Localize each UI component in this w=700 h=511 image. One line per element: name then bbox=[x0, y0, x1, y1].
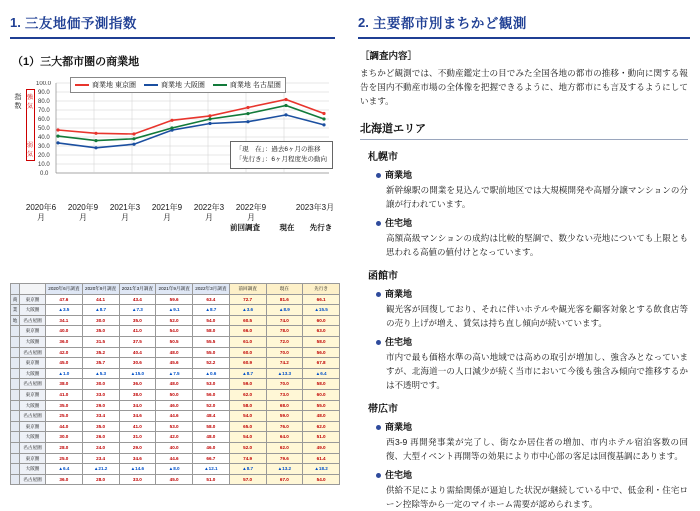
table-row-side-label bbox=[11, 411, 20, 422]
table-cell: 38.0 bbox=[119, 389, 156, 400]
table-cell: 48.0 bbox=[193, 432, 230, 443]
table-cell: 67.0 bbox=[266, 474, 303, 485]
arrow-bottom-label: 弱気 bbox=[27, 143, 34, 158]
table-cell: 58.0 bbox=[193, 421, 230, 432]
bullet-dot-icon bbox=[376, 425, 381, 430]
chart-x-axis-labels bbox=[10, 203, 335, 233]
table-cell: 72.0 bbox=[266, 336, 303, 347]
topic-text: 新幹線駅の開業を見込んで駅前地区では大規模開発や高層分譲マンションの分譲が行われています。 bbox=[386, 185, 688, 209]
table-cell: 62.0 bbox=[266, 442, 303, 453]
table-row-side-label: 地 bbox=[11, 315, 20, 326]
table-cell: 60.5 bbox=[229, 315, 266, 326]
chart-note bbox=[230, 141, 333, 169]
table-row-side-label bbox=[11, 358, 20, 369]
col-group-header-now: 現在 bbox=[266, 284, 303, 295]
table-row-city: 大阪圏 bbox=[20, 464, 46, 475]
table-cell: 58.0 bbox=[303, 336, 340, 347]
table-cell: 33.4 bbox=[82, 411, 119, 422]
svg-text:40.0: 40.0 bbox=[38, 135, 50, 141]
table-cell: 44.0 bbox=[46, 421, 83, 432]
x-tick-label: 2020年9 月 bbox=[67, 203, 99, 222]
table-row-side-label bbox=[11, 389, 20, 400]
table-row bbox=[11, 421, 340, 432]
table-cell: 68.0 bbox=[266, 400, 303, 411]
table-cell: 50.0 bbox=[156, 389, 193, 400]
table-cell: 35.0 bbox=[119, 315, 156, 326]
table-cell: 37.5 bbox=[119, 336, 156, 347]
city-heading: 函館市 bbox=[368, 271, 398, 282]
table-cell: ▲9.1 bbox=[156, 305, 193, 316]
col-group-header: 2021年3月調査 bbox=[119, 284, 156, 295]
table-cell: ▲14.6 bbox=[119, 464, 156, 475]
table-cell: ▲18.2 bbox=[303, 464, 340, 475]
chart-note-line2: 「先行き」：6ヶ月程度先の動向 bbox=[235, 156, 327, 163]
table-cell: 44.1 bbox=[82, 294, 119, 305]
table-row-city: 東京圏 bbox=[20, 421, 46, 432]
table-cell: 79.6 bbox=[266, 453, 303, 464]
col-group-header: 2020年6月調査 bbox=[46, 284, 83, 295]
col-group-header-forecast: 先行き bbox=[303, 284, 340, 295]
table-cell: 28.0 bbox=[82, 474, 119, 485]
table-cell: 64.0 bbox=[266, 432, 303, 443]
table-cell: 56.0 bbox=[303, 347, 340, 358]
topic-label: 商業地 bbox=[385, 170, 413, 180]
table-cell: 25.0 bbox=[46, 411, 83, 422]
table-cell: 40.4 bbox=[119, 347, 156, 358]
city-heading: 札幌市 bbox=[368, 152, 398, 163]
table-cell: 74.9 bbox=[229, 453, 266, 464]
right-section-number: 2. bbox=[358, 14, 369, 30]
table-cell: 54.0 bbox=[303, 474, 340, 485]
table-cell: 33.0 bbox=[82, 389, 119, 400]
bullet-dot-icon bbox=[376, 473, 381, 478]
table-cell: 59.0 bbox=[266, 411, 303, 422]
table-row-city: 大阪圏 bbox=[20, 305, 46, 316]
table-cell: ▲8.7 bbox=[229, 368, 266, 379]
bullet-dot-icon bbox=[376, 173, 381, 178]
table-cell: ▲7.5 bbox=[156, 368, 193, 379]
table-row bbox=[11, 315, 340, 326]
table-cell: 61.0 bbox=[229, 336, 266, 347]
table-row bbox=[11, 453, 340, 464]
right-section-title: 主要都市別まちかど観測 bbox=[372, 16, 527, 31]
table-row-city: 大阪圏 bbox=[20, 368, 46, 379]
table-cell: ▲3.6 bbox=[229, 305, 266, 316]
table-cell: 30.0 bbox=[82, 315, 119, 326]
svg-text:100.0: 100.0 bbox=[36, 81, 52, 87]
x-col-tag: 前回調査 bbox=[230, 223, 260, 232]
table-row-side-label bbox=[11, 474, 20, 485]
table-row-side-label bbox=[11, 379, 20, 390]
table-cell: ▲3.5 bbox=[46, 305, 83, 316]
table-cell: 30.0 bbox=[46, 432, 83, 443]
x-col-tag: 先行き bbox=[309, 223, 333, 232]
legend-item bbox=[75, 80, 136, 90]
table-cell: 36.0 bbox=[46, 474, 83, 485]
bullet-dot-icon bbox=[376, 292, 381, 297]
right-section-heading bbox=[358, 12, 690, 39]
table-cell: 45.6 bbox=[156, 358, 193, 369]
table-cell: 40.0 bbox=[156, 442, 193, 453]
table-row-city: 名古屋圏 bbox=[20, 474, 46, 485]
table-cell: 63.4 bbox=[193, 294, 230, 305]
table-cell: 33.0 bbox=[119, 474, 156, 485]
table-cell: 53.0 bbox=[156, 421, 193, 432]
table-row-city: 名古屋圏 bbox=[20, 379, 46, 390]
table-row-city: 大阪圏 bbox=[20, 336, 46, 347]
survey-description bbox=[360, 49, 688, 108]
table-cell: 55.0 bbox=[303, 400, 340, 411]
table-cell: 52.0 bbox=[193, 400, 230, 411]
table-cell: 66.0 bbox=[229, 326, 266, 337]
table-cell: 30.0 bbox=[82, 379, 119, 390]
table-row bbox=[11, 294, 340, 305]
city-list bbox=[348, 148, 700, 511]
topic-bullet bbox=[376, 168, 688, 181]
svg-text:0.0: 0.0 bbox=[40, 171, 49, 177]
table-cell: 40.0 bbox=[46, 326, 83, 337]
table-body bbox=[11, 294, 340, 485]
col-group-header: 2020年9月調査 bbox=[82, 284, 119, 295]
svg-text:50.0: 50.0 bbox=[38, 126, 50, 132]
table-row-side-label bbox=[11, 421, 20, 432]
table-cell: 54.0 bbox=[193, 315, 230, 326]
table-cell: 35.2 bbox=[82, 347, 119, 358]
table-cell: 48.0 bbox=[156, 347, 193, 358]
table-cell: ▲12.1 bbox=[193, 464, 230, 475]
table-cell: 31.5 bbox=[82, 336, 119, 347]
table-cell: 49.0 bbox=[303, 442, 340, 453]
table-cell: 51.0 bbox=[193, 474, 230, 485]
table-cell: ▲8.7 bbox=[82, 305, 119, 316]
table-cell: 45.0 bbox=[46, 358, 83, 369]
table-cell: 54.0 bbox=[229, 432, 266, 443]
table-cell: 60.0 bbox=[303, 389, 340, 400]
table-row-city: 東京圏 bbox=[20, 294, 46, 305]
table-cell: 43.4 bbox=[119, 294, 156, 305]
table-cell: 53.0 bbox=[193, 379, 230, 390]
table-cell: 54.0 bbox=[156, 326, 193, 337]
data-table-wrapper bbox=[10, 283, 340, 485]
table-cell: 58.0 bbox=[193, 326, 230, 337]
table-cell: 60.0 bbox=[303, 315, 340, 326]
table-row-city: 名古屋圏 bbox=[20, 442, 46, 453]
table-cell: 76.0 bbox=[266, 421, 303, 432]
table-row-city: 大阪圏 bbox=[20, 432, 46, 443]
table-cell: 54.0 bbox=[229, 411, 266, 422]
table-cell: 55.5 bbox=[193, 336, 230, 347]
table-cell: ▲13.3 bbox=[266, 368, 303, 379]
table-cell: ▲6.4 bbox=[303, 368, 340, 379]
table-cell: 24.0 bbox=[82, 442, 119, 453]
svg-text:90.0: 90.0 bbox=[38, 90, 50, 96]
corner-cell bbox=[11, 284, 20, 295]
chart-legend bbox=[70, 77, 286, 93]
table-cell: 72.7 bbox=[229, 294, 266, 305]
topic-label: 住宅地 bbox=[385, 337, 413, 347]
table-cell: 58.0 bbox=[229, 400, 266, 411]
left-column bbox=[0, 0, 345, 482]
col-group-header-prev: 前回調査 bbox=[229, 284, 266, 295]
table-cell: 78.0 bbox=[266, 326, 303, 337]
legend-label: 商業地 東京圏 bbox=[92, 82, 136, 89]
table-row-side-label: 業 bbox=[11, 305, 20, 316]
table-cell: 52.0 bbox=[156, 315, 193, 326]
table-cell: 61.4 bbox=[303, 453, 340, 464]
table-row bbox=[11, 389, 340, 400]
table-cell: 44.6 bbox=[156, 411, 193, 422]
left-section-heading bbox=[10, 12, 335, 39]
table-cell: ▲15.0 bbox=[119, 368, 156, 379]
table-cell: ▲8.9 bbox=[266, 305, 303, 316]
y-axis-title: 指 数 bbox=[14, 94, 22, 110]
survey-label: ［調査内容］ bbox=[360, 51, 418, 62]
topic-text: 西3-9 再開発事業が完了し、街なか居住者の増加、市内ホテル宿泊客数の回復、大型イベント再開等の効果により市中心部の客足は回復基調にあります。 bbox=[386, 437, 688, 461]
table-cell: 34.0 bbox=[119, 400, 156, 411]
table-cell: 29.0 bbox=[82, 400, 119, 411]
table-row-city: 東京圏 bbox=[20, 389, 46, 400]
col-group-header: 2022年3月調査 bbox=[193, 284, 230, 295]
table-cell: 28.0 bbox=[46, 442, 83, 453]
table-cell: 56.0 bbox=[193, 389, 230, 400]
table-cell: ▲21.2 bbox=[82, 464, 119, 475]
table-row-side-label bbox=[11, 432, 20, 443]
table-row-city: 大阪圏 bbox=[20, 400, 46, 411]
topic-label: 住宅地 bbox=[385, 218, 413, 228]
legend-item bbox=[213, 80, 281, 90]
table-row-side-label bbox=[11, 453, 20, 464]
table-cell: 46.0 bbox=[193, 442, 230, 453]
table-cell: 51.0 bbox=[303, 432, 340, 443]
arrow-top-label: 強気 bbox=[27, 95, 34, 110]
table-row-side-label bbox=[11, 464, 20, 475]
x-tick-label: 2021年9 月 bbox=[151, 203, 183, 222]
table-cell: 52.2 bbox=[193, 358, 230, 369]
table-row-city: 名古屋圏 bbox=[20, 411, 46, 422]
table-cell: 74.0 bbox=[266, 315, 303, 326]
table-cell: 57.0 bbox=[229, 474, 266, 485]
svg-text:30.0: 30.0 bbox=[38, 144, 50, 150]
table-cell: 70.0 bbox=[266, 379, 303, 390]
chart-svg bbox=[36, 81, 331, 185]
city-heading: 帯広市 bbox=[368, 404, 398, 415]
legend-swatch-icon bbox=[75, 84, 89, 86]
chart-note-line1: 「現 在」：過去6ヶ月の推移 bbox=[235, 146, 321, 153]
sentiment-arrow bbox=[26, 89, 35, 161]
table-cell: ▲8.0 bbox=[156, 464, 193, 475]
topic-text: 供給不足により需給関係が逼迫した状況が継続している中で、低金利・住宅ローン控除等から一定のマイホーム需要が認められます。 bbox=[386, 485, 688, 509]
x-tick-label: 2021年3 月 bbox=[109, 203, 141, 222]
table-cell: 52.0 bbox=[229, 442, 266, 453]
table-row-side-label bbox=[11, 368, 20, 379]
svg-text:80.0: 80.0 bbox=[38, 99, 50, 105]
table-cell: 44.6 bbox=[156, 453, 193, 464]
table-cell: ▲7.3 bbox=[119, 305, 156, 316]
table-cell: 48.0 bbox=[303, 411, 340, 422]
bullet-dot-icon bbox=[376, 221, 381, 226]
table-cell: 63.0 bbox=[303, 326, 340, 337]
table-cell: 38.0 bbox=[46, 379, 83, 390]
table-cell: 66.7 bbox=[193, 453, 230, 464]
left-section-number: 1. bbox=[10, 14, 21, 30]
table-cell: 42.0 bbox=[156, 432, 193, 443]
table-cell: 59.6 bbox=[156, 294, 193, 305]
x-tick-label: 2020年6 月 bbox=[25, 203, 57, 222]
table-header-row bbox=[11, 284, 340, 295]
table-cell: ▲0.6 bbox=[193, 368, 230, 379]
table-cell: ▲8.7 bbox=[229, 464, 266, 475]
svg-text:70.0: 70.0 bbox=[38, 108, 50, 114]
table-row bbox=[11, 400, 340, 411]
table-cell: 31.0 bbox=[119, 432, 156, 443]
topic-text: 観光客が回復しており、それに伴いホテルや観光客を顧客対象とする飲食店等の売り上げが増え、賃気は持ち直し傾向が続いています。 bbox=[386, 304, 688, 328]
table-row bbox=[11, 379, 340, 390]
corner-cell-2 bbox=[20, 284, 46, 295]
table-row-city: 名古屋圏 bbox=[20, 347, 46, 358]
table-cell: ▲15.5 bbox=[303, 305, 340, 316]
table-cell: 50.5 bbox=[156, 336, 193, 347]
table-cell: ▲8.7 bbox=[193, 305, 230, 316]
table-cell: 62.0 bbox=[303, 421, 340, 432]
table-cell: 35.0 bbox=[46, 400, 83, 411]
table-cell: 66.1 bbox=[303, 294, 340, 305]
table-cell: 60.9 bbox=[229, 358, 266, 369]
table-cell: 46.0 bbox=[156, 400, 193, 411]
table-cell: ▲13.2 bbox=[266, 464, 303, 475]
col-group-header: 2021年9月調査 bbox=[156, 284, 193, 295]
table-cell: 67.8 bbox=[303, 358, 340, 369]
table-cell: 25.0 bbox=[46, 453, 83, 464]
table-row bbox=[11, 411, 340, 422]
topic-bullet bbox=[376, 468, 688, 481]
table-row bbox=[11, 442, 340, 453]
table-row-city: 東京圏 bbox=[20, 326, 46, 337]
table-cell: 35.0 bbox=[82, 421, 119, 432]
table-cell: 41.0 bbox=[119, 421, 156, 432]
table-cell: ▲5.3 bbox=[82, 368, 119, 379]
table-cell: 74.2 bbox=[266, 358, 303, 369]
table-row-side-label: 商 bbox=[11, 294, 20, 305]
table-cell: 35.7 bbox=[82, 358, 119, 369]
area-heading: 北海道エリア bbox=[360, 120, 688, 140]
table-cell: 35.0 bbox=[82, 326, 119, 337]
table-cell: 60.0 bbox=[229, 347, 266, 358]
x-col-tag: 現在 bbox=[279, 223, 295, 232]
table-row-side-label bbox=[11, 400, 20, 411]
table-cell: 65.0 bbox=[229, 421, 266, 432]
table-row-side-label bbox=[11, 336, 20, 347]
topic-label: 住宅地 bbox=[385, 470, 413, 480]
table-cell: 41.0 bbox=[119, 326, 156, 337]
table-row-side-label bbox=[11, 442, 20, 453]
table-cell: 42.0 bbox=[46, 347, 83, 358]
legend-label: 商業地 名古屋圏 bbox=[229, 82, 281, 89]
table-cell: 47.6 bbox=[46, 294, 83, 305]
table-row-city: 東京圏 bbox=[20, 453, 46, 464]
table-head bbox=[11, 284, 340, 295]
table-cell: 70.0 bbox=[266, 347, 303, 358]
table-row bbox=[11, 464, 340, 475]
topic-bullet bbox=[376, 420, 688, 433]
table-row bbox=[11, 347, 340, 358]
table-cell: 81.6 bbox=[266, 294, 303, 305]
table-cell: 48.0 bbox=[156, 379, 193, 390]
table-row bbox=[11, 336, 340, 347]
table-cell: 45.0 bbox=[156, 474, 193, 485]
legend-item bbox=[144, 80, 205, 90]
topic-text: 高額高級マンションの成約は比較的堅調で、数少ない売地についても上限とも思われる高値の値付けとなっています。 bbox=[386, 233, 688, 257]
table-cell: 34.6 bbox=[119, 411, 156, 422]
table-cell: 36.0 bbox=[46, 336, 83, 347]
table-cell: 30.6 bbox=[119, 358, 156, 369]
table-cell: 48.4 bbox=[193, 411, 230, 422]
table-cell: ▲6.4 bbox=[46, 464, 83, 475]
table-row-side-label bbox=[11, 326, 20, 337]
table-row bbox=[11, 358, 340, 369]
table-cell: 73.0 bbox=[266, 389, 303, 400]
table-cell: 29.0 bbox=[119, 442, 156, 453]
table-row bbox=[11, 368, 340, 379]
table-row-city: 東京圏 bbox=[20, 358, 46, 369]
table-cell: 58.0 bbox=[303, 379, 340, 390]
table-cell: 26.0 bbox=[82, 432, 119, 443]
svg-text:20.0: 20.0 bbox=[38, 153, 50, 159]
table-row bbox=[11, 474, 340, 485]
survey-text: まちかど観測では、不動産鑑定士の目でみた全国各地の都市の推移・動向に関する報告を国内不動産市場の全体像を把握できるように、地方都市にも言及するようにしています。 bbox=[360, 68, 688, 106]
table-cell: 62.0 bbox=[229, 389, 266, 400]
index-data-table bbox=[10, 283, 340, 485]
topic-label: 商業地 bbox=[385, 422, 413, 432]
x-tick-label: 2023年3月 bbox=[295, 203, 335, 212]
table-row-city: 名古屋圏 bbox=[20, 315, 46, 326]
table-cell: ▲1.0 bbox=[46, 368, 83, 379]
table-cell: 23.4 bbox=[82, 453, 119, 464]
table-cell: 34.1 bbox=[46, 315, 83, 326]
svg-text:60.0: 60.0 bbox=[38, 117, 50, 123]
x-tick-label: 2022年9 月 bbox=[235, 203, 267, 222]
topic-bullet bbox=[376, 216, 688, 229]
legend-label: 商業地 大阪圏 bbox=[160, 82, 205, 89]
table-row bbox=[11, 305, 340, 316]
topic-bullet bbox=[376, 287, 688, 300]
table-cell: 34.6 bbox=[119, 453, 156, 464]
table-cell: 59.0 bbox=[229, 379, 266, 390]
table-cell: 36.0 bbox=[119, 379, 156, 390]
table-row bbox=[11, 326, 340, 337]
left-subsection-title: （1）三大都市圏の商業地 bbox=[12, 56, 140, 68]
legend-swatch-icon bbox=[213, 84, 227, 86]
svg-text:10.0: 10.0 bbox=[38, 162, 50, 168]
table-row-side-label bbox=[11, 347, 20, 358]
table-cell: 55.0 bbox=[193, 347, 230, 358]
topic-bullet bbox=[376, 335, 688, 348]
topic-text: 市内で最も価格水準の高い地域では高めの取引が増加し、強含みとなっていますが、北海道一の人口減少が続く当市において今後も強含み傾向で推移するかは不透明です。 bbox=[386, 352, 688, 390]
legend-swatch-icon bbox=[144, 84, 158, 86]
bullet-dot-icon bbox=[376, 340, 381, 345]
line-chart bbox=[10, 75, 335, 203]
topic-label: 商業地 bbox=[385, 289, 413, 299]
table-cell: 41.0 bbox=[46, 389, 83, 400]
x-tick-label: 2022年3 月 bbox=[193, 203, 225, 222]
table-row bbox=[11, 432, 340, 443]
left-section-title: 三友地価予測指数 bbox=[24, 16, 137, 31]
right-column bbox=[348, 0, 700, 509]
